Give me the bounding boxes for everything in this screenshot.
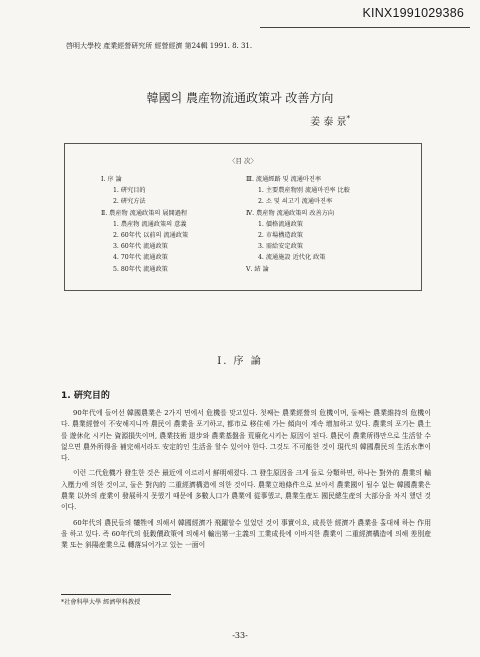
- toc-subsection: 5. 80年代 流通政策: [113, 265, 168, 273]
- toc-subsection: 2. 硏究方法: [113, 198, 146, 206]
- journal-header: 啓明大學校 產業經營硏究所 經營經濟 第24輯 1991. 8. 31.: [66, 42, 253, 50]
- author-footnote-mark: *: [346, 114, 350, 123]
- footnote-divider: [61, 594, 171, 595]
- paragraph: 60年代의 農民들의 犧牲에 의해서 韓國經濟가 飛躍할수 있었던 것이 事實이요, 成長한 經濟가 農業을 홀대해 하는 作用을 하고 있다. 즉 60年代의 低穀價政策에 의해서 輸出第一主義의 工業成長에 이바지한 農業이 二重經濟構造에 의해 差別産業 또는 斜陽産業으로 轉落되어가고 있는 一面이: [61, 518, 431, 550]
- toc-section: Ⅳ. 農産物 流通政策의 改善方向: [246, 209, 335, 217]
- toc-subsection: 4. 70年代 流通政策: [113, 254, 168, 262]
- toc-left-column: [101, 174, 188, 275]
- footnote: *社會科學大學 經濟學科教授: [61, 599, 141, 606]
- toc-subsection: 4. 流通施設 近代化 政策: [258, 254, 326, 262]
- paragraph: 이런 二代危機가 發生한 것은 最近에 이르러서 鮮明해졌다. 그 發生原因을 크게 둘로 分類하면, 하나는 對外的 農業의 輸入壓力에 의한 것이고, 둘은 對內的 二重經濟構造에 의한 것이다. 農業立地條件으로 보아서 農業國이 될수 없는 韓國農業은 農業 以外의 産業이 發展하지 못했기 때문에 多數人口가 農業에 從事했고, 農業生産도 國民總生産의 大部分을 차지 했던 것이다.: [61, 469, 431, 512]
- toc-subsection: 2. 소 및 쇠고기 流通마진率: [258, 198, 333, 206]
- document-id-stamp: KINX1991029386: [362, 6, 464, 20]
- toc-subsection: 1. 農産物 流通政策의 意義: [113, 220, 187, 228]
- table-of-contents: [64, 143, 422, 291]
- toc-subsection: 2. 市場構造政策: [258, 232, 303, 240]
- subsection-title: 1. 硏究目的: [61, 391, 110, 401]
- toc-subsection: 3. 60年代 流通政策: [113, 243, 168, 251]
- paragraph: 90年代에 들어선 韓國農業은 2가지 면에서 危機를 맞고있다. 첫째는 農業經營의 危機이며, 둘째는 農業維持의 危機이다. 農業經營이 不安해지니까 農民이 農業을 포기하고, 都市로 移住해 가는 傾向이 계속 增加하고 있다. 農業의 포기는 農土를 遊休化 시키는 資源損失이며, 農業技術 退步와 農業基盤을 荒廢化시키는 原因이 된다. 農民이 農業所得만으로 生活할 수 없으면 農外所得을 補完해서라도 安定的인 生活을 할수 있어야 한다. 그것도 不可能한 것이 現代의 韓國農民의 生活水準이다.: [61, 409, 431, 463]
- section-title: Ⅰ. 序 論: [217, 356, 263, 367]
- paper-title: 韓國의 農産物流通政策과 改善方向: [146, 91, 334, 105]
- toc-section: Ⅰ. 序 論: [101, 176, 122, 183]
- body-text: [61, 408, 431, 556]
- toc-section: Ⅲ. 流通經路 및 流通마진率: [246, 176, 322, 183]
- toc-subsection: 2. 60年代 以前의 流通政策: [113, 232, 189, 240]
- toc-heading: 〈目 次〉: [228, 157, 258, 165]
- toc-section: Ⅱ. 農産物 流通政策의 展開過程: [101, 209, 188, 217]
- toc-subsection: 1. 價格流通政策: [258, 220, 303, 228]
- stamp-underline: [260, 27, 470, 28]
- author: [310, 113, 350, 128]
- toc-subsection: 3. 需給安定政策: [258, 243, 303, 251]
- author-name: 姜 泰 景: [310, 117, 347, 128]
- toc-section: Ⅴ. 結 論: [246, 265, 269, 273]
- toc-subsection: 1. 硏究目的: [113, 187, 146, 195]
- page-number: -33-: [232, 631, 248, 640]
- toc-subsection: 1. 主要農産物別 流通마진率 比較: [258, 187, 350, 195]
- toc-right-column: [246, 174, 350, 275]
